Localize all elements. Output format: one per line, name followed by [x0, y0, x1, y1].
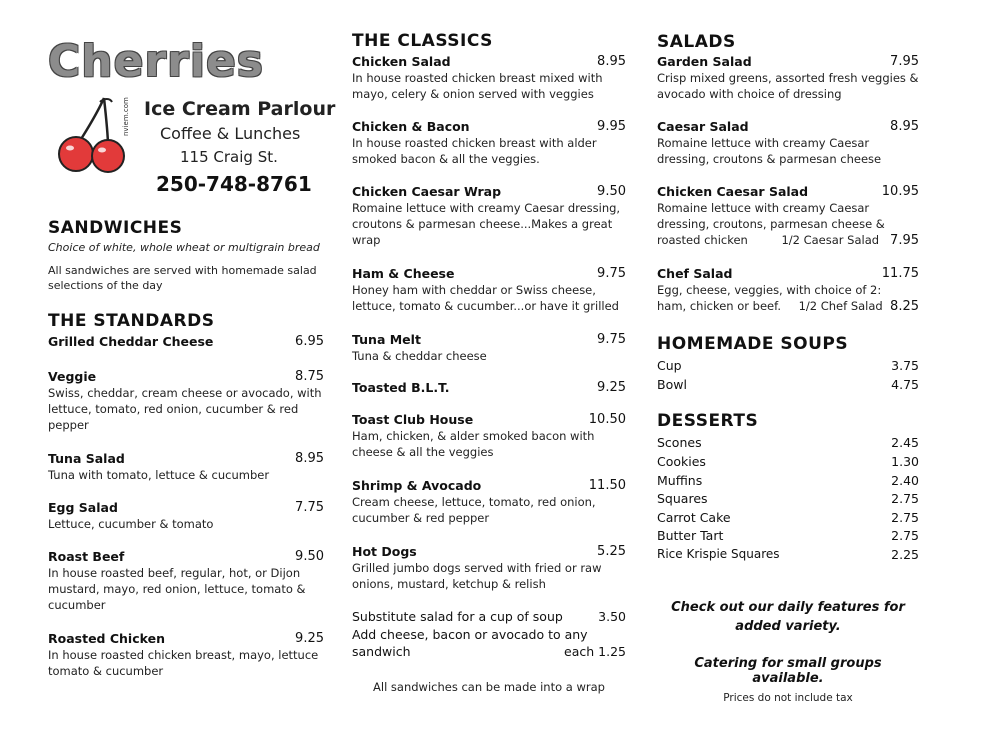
menu-item: Squares 2.75 [657, 491, 919, 506]
tax-note: Prices do not include tax [723, 692, 853, 704]
menu-item: Roasted Chicken 9.25 In house roasted chicken breast, mayo, lettuce tomato & cucumber [48, 631, 324, 678]
substitute-label: Substitute salad for a cup of soup [352, 609, 563, 624]
menu-item: Shrimp & Avocado 11.50 Cream cheese, lettuce, tomato, red onion, cucumber & red pepper [352, 478, 626, 525]
menu-item: Carrot Cake 2.75 [657, 510, 919, 525]
wrap-note: All sandwiches can be made into a wrap [373, 680, 605, 694]
salad-note: All sandwiches are served with homemade salad selections of the day [48, 264, 317, 292]
menu-item: Hot Dogs 5.25 Grilled jumbo dogs served with fried or raw onions, mustard, ketchup & relish [352, 544, 626, 591]
sandwiches-heading: SANDWICHES [48, 218, 183, 238]
business-tagline: Coffee & Lunches [160, 124, 301, 143]
menu-item: Bowl 4.75 [657, 377, 919, 392]
menu-item: Butter Tart 2.75 [657, 528, 919, 543]
catering-note: Catering for small groups available. [694, 656, 882, 686]
soups-heading: HOMEMADE SOUPS [657, 334, 849, 354]
menu-item: Rice Krispie Squares 2.25 [657, 547, 919, 562]
business-address: 115 Craig St. [180, 148, 278, 166]
bread-note: Choice of white, whole wheat or multigrain bread [48, 241, 320, 254]
menu-item: Chicken & Bacon 9.95 In house roasted chicken breast with alder smoked bacon & all the veggies. [352, 119, 626, 166]
left-column [48, 0, 324, 749]
menu-item: Cup 3.75 [657, 358, 919, 373]
menu-item: Toast Club House 10.50 Ham, chicken, & alder smoked bacon with cheese & all the veggies [352, 412, 626, 459]
art-credit: nviem.com [122, 97, 130, 136]
menu-item: Toasted B.L.T. 9.25 [352, 380, 626, 395]
addon-label-2: sandwich [352, 644, 411, 659]
standards-heading: THE STANDARDS [48, 311, 215, 331]
addon-label: Add cheese, bacon or avocado to any [352, 627, 588, 642]
menu-item: Chef Salad 11.75 Egg, cheese, veggies, with choice of 2: ham, chicken or beef. 1/2 Chef Salad 8.25 [657, 266, 919, 314]
business-subtitle: Ice Cream Parlour [144, 98, 336, 120]
menu-item: Chicken Caesar Salad 10.95 Romaine lettuce with creamy Caesar dressing, croutons, parmesan cheese & roasted chicken 1/2 Caesar Salad 7.95 [657, 184, 919, 248]
menu-item: Muffins 2.40 [657, 473, 919, 488]
substitution-notes [352, 609, 626, 660]
desserts-heading: DESSERTS [657, 411, 759, 431]
daily-features-note: Check out our daily features for added variety. [671, 600, 905, 634]
substitute-price: 3.50 [598, 609, 626, 624]
addon-price: each 1.25 [564, 644, 626, 659]
right-column [657, 0, 919, 749]
classics-heading: THE CLASSICS [352, 31, 493, 51]
menu-item: Chicken Caesar Wrap 9.50 Romaine lettuce with creamy Caesar dressing, croutons & parmesan cheese...Makes a great wrap [352, 184, 626, 247]
menu-item: Garden Salad 7.95 Crisp mixed greens, assorted fresh veggies & avocado with choice of dressing [657, 54, 919, 101]
menu-item: Grilled Cheddar Cheese 6.95 [48, 334, 324, 349]
menu-item: Chicken Salad 8.95 In house roasted chicken breast mixed with mayo, celery & onion served with veggies [352, 54, 626, 101]
menu-item: Tuna Melt 9.75 Tuna & cheddar cheese [352, 332, 626, 363]
menu-item: Caesar Salad 8.95 Romaine lettuce with creamy Caesar dressing, croutons & parmesan cheese [657, 119, 919, 166]
business-phone: 250-748-8761 [156, 172, 312, 196]
menu-item: Veggie 8.75 Swiss, cheddar, cream cheese or avocado, with lettuce, tomato, red onion, cucumber & red pepper [48, 369, 324, 432]
restaurant-title: Cherries [48, 36, 264, 87]
menu-item: Tuna Salad 8.95 Tuna with tomato, lettuce & cucumber [48, 451, 324, 482]
menu-item: Roast Beef 9.50 In house roasted beef, regular, hot, or Dijon mustard, mayo, red onion, lettuce, tomato & cucumber [48, 549, 324, 612]
menu-item: Egg Salad 7.75 Lettuce, cucumber & tomato [48, 500, 324, 531]
middle-column [352, 0, 626, 749]
menu-item: Ham & Cheese 9.75 Honey ham with cheddar or Swiss cheese, lettuce, tomato & cucumber...or have it grilled [352, 266, 626, 313]
menu-item: Scones 2.45 [657, 435, 919, 450]
salads-heading: SALADS [657, 32, 736, 52]
menu-item: Cookies 1.30 [657, 454, 919, 469]
